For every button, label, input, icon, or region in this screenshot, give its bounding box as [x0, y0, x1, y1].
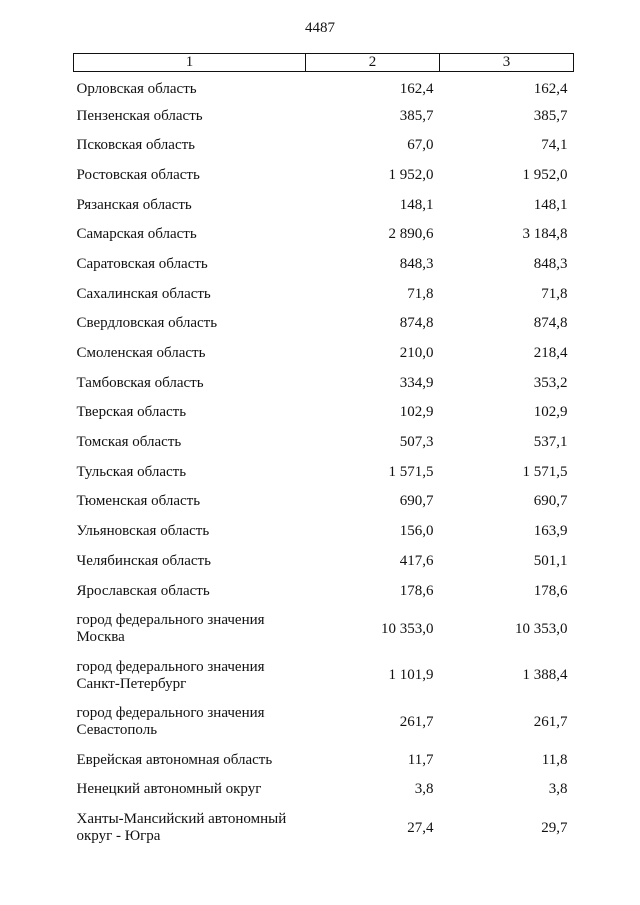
region-name: Тульская область	[76, 463, 187, 480]
table-row	[74, 279, 574, 309]
region-name: Сахалинская область	[76, 285, 211, 302]
region-name-line-2: округ - Югра	[76, 828, 161, 844]
value-col-3: 102,9	[533, 404, 568, 421]
region-name: Челябинская область	[76, 552, 211, 569]
value-col-3: 848,3	[533, 255, 568, 272]
table-body	[74, 72, 574, 852]
region-name-line-2: Севастополь	[76, 722, 158, 739]
region-name-line-1: город федерального значения	[76, 705, 265, 722]
table-row	[74, 576, 574, 606]
value-col-2: 334,9	[399, 374, 434, 391]
value-col-2: 1 101,9	[388, 667, 434, 684]
region-name: Свердловская область	[76, 315, 218, 332]
region-name: Тверская область	[76, 404, 187, 421]
value-col-3: 162,4	[533, 81, 568, 98]
value-col-3: 3 184,8	[522, 226, 568, 243]
value-col-3: 218,4	[533, 345, 568, 362]
value-col-2: 27,4	[407, 819, 434, 836]
region-name: Псковская область	[76, 137, 195, 154]
value-col-3: 1 952,0	[522, 166, 568, 183]
table-row	[74, 428, 574, 458]
value-col-2: 3,8	[414, 781, 434, 798]
table-row	[74, 775, 574, 805]
header-col-3: 3	[440, 54, 574, 72]
value-col-3: 71,8	[541, 285, 568, 302]
table-row	[74, 220, 574, 250]
value-col-3: 178,6	[533, 582, 568, 599]
value-col-2: 1 571,5	[388, 463, 434, 480]
table-row	[74, 699, 574, 746]
value-col-2: 102,9	[399, 404, 434, 421]
value-col-2: 156,0	[399, 523, 434, 540]
table-row	[74, 805, 574, 852]
value-col-3: 11,8	[541, 751, 568, 768]
table-row	[74, 652, 574, 699]
value-col-2: 10 353,0	[381, 620, 434, 637]
region-name: Томская область	[76, 434, 182, 451]
value-col-3: 1 388,4	[522, 667, 568, 684]
region-name: Рязанская область	[76, 196, 192, 213]
table-row	[74, 606, 574, 653]
region-name: Пензенская область	[76, 107, 203, 124]
table-row	[74, 309, 574, 339]
region-name: Орловская область	[76, 81, 197, 98]
region-name-line-1: Ханты-Мансийский автономный	[76, 811, 287, 827]
region-name-line-1: город федерального значения	[76, 612, 265, 629]
value-col-3: 353,2	[533, 374, 568, 391]
header-col-1: 1	[74, 54, 306, 72]
header-col-2: 2	[306, 54, 440, 72]
table-row	[74, 339, 574, 369]
region-name-line-2: Москва	[76, 629, 125, 646]
page-number: 4487	[305, 20, 335, 36]
value-col-2: 261,7	[399, 713, 434, 730]
header-row	[74, 54, 574, 72]
value-col-2: 507,3	[399, 434, 434, 451]
table-row	[74, 517, 574, 547]
value-col-2: 71,8	[407, 285, 434, 302]
table-row	[74, 161, 574, 191]
region-name: Самарская область	[76, 226, 197, 243]
region-name	[74, 805, 306, 852]
value-col-2: 1 952,0	[388, 166, 434, 183]
table-row	[74, 368, 574, 398]
region-name-line-1: город федерального значения	[76, 658, 265, 675]
region-name	[74, 699, 306, 746]
value-col-3: 10 353,0	[515, 620, 568, 637]
value-col-3: 3,8	[548, 781, 568, 798]
region-name: Тамбовская область	[76, 374, 204, 391]
value-col-3: 385,7	[533, 107, 568, 124]
value-col-2: 385,7	[399, 107, 434, 124]
table-header	[74, 54, 574, 72]
value-col-2: 874,8	[399, 315, 434, 332]
value-col-3: 501,1	[533, 552, 568, 569]
region-name	[74, 652, 306, 699]
data-table	[73, 53, 574, 851]
table-row	[74, 190, 574, 220]
region-name: Ярославская область	[76, 582, 210, 599]
value-col-3: 29,7	[541, 819, 568, 836]
table-row	[74, 398, 574, 428]
table-row	[74, 547, 574, 577]
value-col-2: 690,7	[399, 493, 434, 510]
value-col-2: 148,1	[399, 196, 434, 213]
region-name: Ульяновская область	[76, 523, 210, 540]
table-row	[74, 131, 574, 161]
value-col-2: 11,7	[407, 751, 434, 768]
region-name	[74, 606, 306, 653]
value-col-3: 537,1	[533, 434, 568, 451]
table-row	[74, 745, 574, 775]
value-col-3: 874,8	[533, 315, 568, 332]
table-row	[74, 487, 574, 517]
region-name: Ненецкий автономный округ	[76, 781, 262, 798]
value-col-2: 162,4	[399, 81, 434, 98]
value-col-3: 74,1	[541, 137, 568, 154]
value-col-2: 2 890,6	[388, 226, 434, 243]
region-name: Ростовская область	[76, 166, 200, 183]
table-row	[74, 101, 574, 131]
region-name: Тюменская область	[76, 493, 201, 510]
value-col-2: 417,6	[399, 552, 434, 569]
region-name-line-2: Санкт-Петербург	[76, 675, 187, 692]
value-col-3: 163,9	[533, 523, 568, 540]
value-col-3: 148,1	[533, 196, 568, 213]
value-col-2: 67,0	[407, 137, 434, 154]
value-col-3: 261,7	[533, 713, 568, 730]
value-col-2: 178,6	[399, 582, 434, 599]
value-col-2: 848,3	[399, 255, 434, 272]
table-row	[74, 457, 574, 487]
value-col-3: 690,7	[533, 493, 568, 510]
region-name: Смоленская область	[76, 345, 206, 362]
value-col-2: 210,0	[399, 345, 434, 362]
value-col-3: 1 571,5	[522, 463, 568, 480]
table-row	[74, 250, 574, 280]
table-row	[74, 72, 574, 102]
region-name: Еврейская автономная область	[76, 751, 273, 768]
region-name: Саратовская область	[76, 255, 208, 272]
